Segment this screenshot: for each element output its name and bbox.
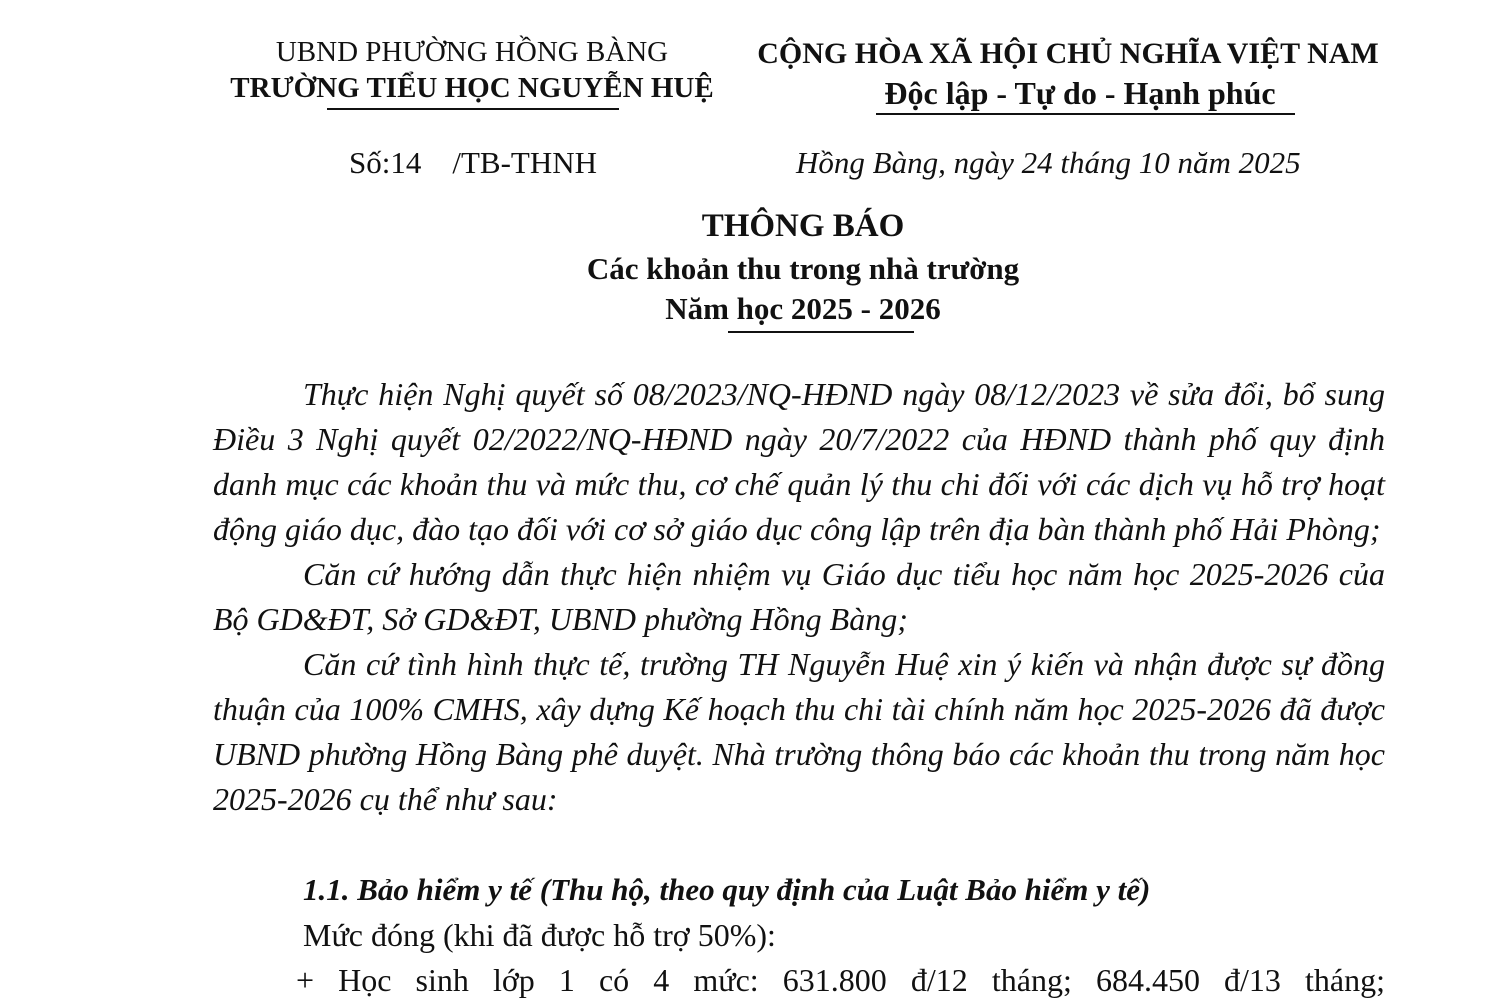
school-year: Năm học 2025 - 2026 — [665, 291, 941, 326]
document-title: THÔNG BÁO — [701, 208, 905, 244]
paragraph-resolution: Thực hiện Nghị quyết số 08/2023/NQ-HĐND ngày 08/12/2023 về sửa đổi, bổ sung Điều 3 Nghị quyết 02/2022/NQ-HĐND ngày 20/7/2022 của HĐND thành phố quy định danh mục các khoản thu và mức thu, cơ chế quản lý thu chi đối với các dịch vụ hỗ trợ hoạt động giáo dục, đào tạo đối với cơ sở giáo dục công lập trên địa bàn thành phố Hải Phòng; — [213, 376, 1385, 547]
title-underline — [728, 331, 914, 333]
section-heading-health-insurance: 1.1. Bảo hiểm y tế (Thu hộ, theo quy định của Luật Bảo hiểm y tế) — [303, 872, 1151, 907]
motto-underline — [876, 113, 1295, 115]
national-motto: Độc lập - Tự do - Hạnh phúc — [884, 75, 1276, 111]
nation-name: CỘNG HÒA XÃ HỘI CHỦ NGHĨA VIỆT NAM — [757, 37, 1379, 70]
paragraph-guidance: Căn cứ hướng dẫn thực hiện nhiệm vụ Giáo dục tiểu học năm học 2025-2026 của Bộ GD&ĐT, Sở GD&ĐT, UBND phường Hồng Bàng; — [213, 556, 1385, 637]
agency-name: UBND PHƯỜNG HỒNG BÀNG — [275, 36, 669, 68]
document-number: Số:14 /TB-THNH — [349, 145, 597, 180]
school-name: TRƯỜNG TIỂU HỌC NGUYỄN HUỆ — [230, 72, 714, 104]
bullet-grade1-levels: + Học sinh lớp 1 có 4 mức: 631.800 đ/12 tháng; 684.450 đ/13 tháng; — [296, 962, 1385, 998]
school-underline — [327, 108, 619, 110]
contribution-level-label: Mức đóng (khi đã được hỗ trợ 50%): — [303, 917, 776, 953]
body-text — [213, 372, 1385, 822]
paragraph-situation: Căn cứ tình hình thực tế, trường TH Nguyễn Huệ xin ý kiến và nhận được sự đồng thuận của 100% CMHS, xây dựng Kế hoạch thu chi tài chính năm học 2025-2026 đã được UBND phường Hồng Bàng phê duyệt. Nhà trường thông báo các khoản thu trong năm học 2025-2026 cụ thể như sau: — [213, 646, 1385, 817]
document-subtitle: Các khoản thu trong nhà trường — [586, 251, 1020, 286]
place-date: Hồng Bàng, ngày 24 tháng 10 năm 2025 — [796, 145, 1301, 180]
